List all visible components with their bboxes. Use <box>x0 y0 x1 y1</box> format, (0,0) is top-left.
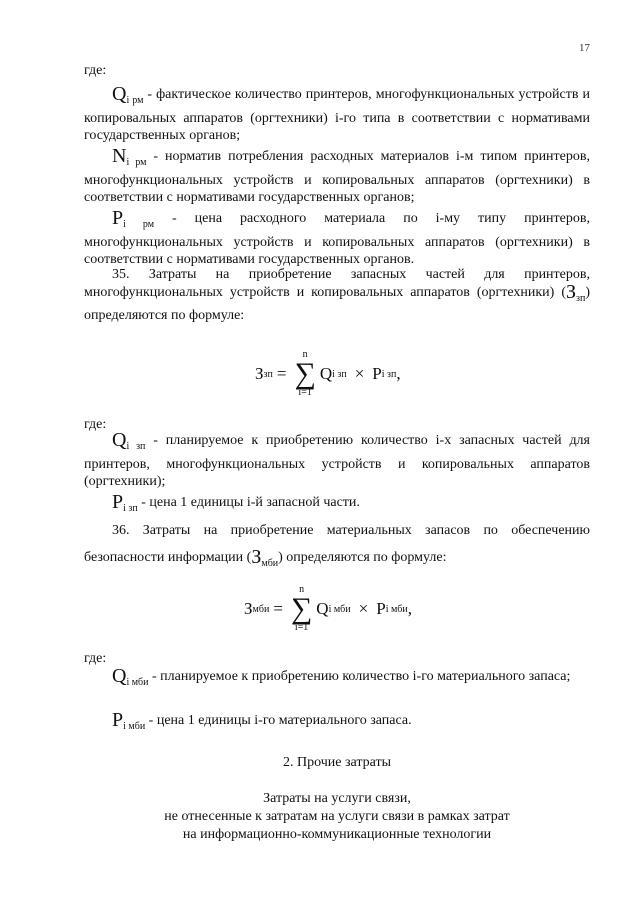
symbol-n: N <box>112 145 127 167</box>
equals-sign: = <box>273 599 283 618</box>
formula-lhs-subscript: мби <box>252 603 270 615</box>
symbol-subscript: i рм <box>126 157 147 168</box>
definition-text: - планируемое к приобретению количество i-го материального запаса; <box>148 669 571 684</box>
symbol-subscript: i рм <box>126 95 144 106</box>
sum-lower-limit: i=1 <box>294 622 309 633</box>
subsection-title-line-3: на информационно-коммуникационные технологии <box>182 827 492 842</box>
definition-q-mbi <box>84 665 590 692</box>
symbol-q: Q <box>112 665 127 687</box>
sum-lower-limit: i=1 <box>298 387 312 398</box>
times-sign: × <box>354 364 365 383</box>
formula-p: P <box>376 599 386 618</box>
sigma-symbol: ∑ <box>294 357 316 390</box>
item-35-paragraph <box>84 266 590 325</box>
symbol-subscript: зп <box>576 292 586 304</box>
formula-lhs: З <box>255 364 264 383</box>
formula-mbi <box>244 585 412 633</box>
symbol-subscript: i зп <box>126 441 146 452</box>
section-title: 2. Прочие затраты <box>282 755 392 770</box>
symbol-subscript: i зп <box>123 503 138 514</box>
formula-p-subscript: i зп <box>381 368 397 380</box>
item-36-text: 36. Затраты на приобретение материальных запасов по обеспечению безопасности информации <box>84 523 590 565</box>
symbol-subscript: i мби <box>123 721 146 732</box>
definition-p-mbi <box>84 709 590 736</box>
definition-q-zp <box>84 429 590 491</box>
symbol-p: P <box>112 491 124 513</box>
symbol-subscript: i рм <box>123 219 155 230</box>
paren: ( <box>246 550 252 565</box>
formula-p: P <box>372 364 382 383</box>
formula-lhs-subscript: зп <box>263 368 273 380</box>
formula-q: Q <box>316 599 329 618</box>
sum-upper-limit: n <box>299 584 305 595</box>
definition-text: - цена 1 единицы i-го материального запаса. <box>145 713 412 728</box>
item-36-paragraph <box>84 518 590 577</box>
definition-p-rm <box>84 207 590 269</box>
symbol-subscript: мби <box>261 558 279 569</box>
formula-zp <box>255 350 401 398</box>
definition-p-zp <box>84 491 590 518</box>
sum-operator <box>291 585 312 633</box>
where-label: где: <box>84 63 107 78</box>
symbol-subscript: i мби <box>126 677 149 688</box>
definition-n-rm <box>84 145 590 207</box>
definition-text: - фактическое количество принтеров, многофункциональных устройств и копировальных аппаратов (оргтехники) i-го типа в соответствии с нормативами государственных органов; <box>84 87 590 143</box>
item-36-tail: ) определяются по формуле: <box>278 550 447 565</box>
symbol-z: З <box>565 280 577 303</box>
definition-text: - цена расходного материала по i-му типу принтеров, многофункциональных устройств и копировальных аппаратов (оргтехники) в соответствии с нормативами государственных органов. <box>84 211 590 267</box>
definition-text: - цена 1 единицы i-й запасной части. <box>137 495 360 510</box>
symbol-z: З <box>251 546 262 568</box>
definition-text: - норматив потребления расходных материалов i-м типом принтеров, многофункциональных устройств и копировальных аппаратов (оргтехники) в соответствии с нормативами государственных органов; <box>84 149 590 205</box>
subsection-title-line-1: Затраты на услуги связи, <box>263 791 411 806</box>
times-sign: × <box>358 599 369 618</box>
paren: ( <box>561 284 566 300</box>
equals-sign: = <box>276 364 287 383</box>
symbol-p: P <box>112 207 124 229</box>
definition-text: - планируемое к приобретению количество i-х запасных частей для принтеров, многофункциональных устройств и копировальных аппаратов (оргтехники); <box>84 433 590 489</box>
formula-q: Q <box>319 364 333 383</box>
sum-operator <box>294 350 315 398</box>
symbol-q: Q <box>112 83 127 105</box>
item-35-tail: ) определяются по формуле: <box>84 284 590 323</box>
symbol-p: P <box>112 709 124 731</box>
page-number: 17 <box>579 42 590 54</box>
formula-p-subscript: i мби <box>385 603 408 615</box>
formula-comma: , <box>396 364 401 383</box>
sigma-symbol: ∑ <box>290 592 313 625</box>
subsection-title-line-2: не отнесенные к затратам на услуги связи в рамках затрат <box>164 809 510 824</box>
formula-q-subscript: i зп <box>332 368 347 380</box>
formula-lhs: З <box>244 599 253 618</box>
where-label: где: <box>84 651 107 666</box>
formula-q-subscript: i мби <box>328 603 351 615</box>
item-35-text: 35. Затраты на приобретение запасных частей для принтеров, многофункциональных устройств и копировальных аппаратов (оргтехники) <box>84 267 590 300</box>
formula-comma: , <box>407 599 412 618</box>
sum-upper-limit: n <box>302 349 308 360</box>
definition-q-rm <box>84 83 590 145</box>
symbol-q: Q <box>112 429 127 451</box>
where-label: где: <box>84 417 107 432</box>
